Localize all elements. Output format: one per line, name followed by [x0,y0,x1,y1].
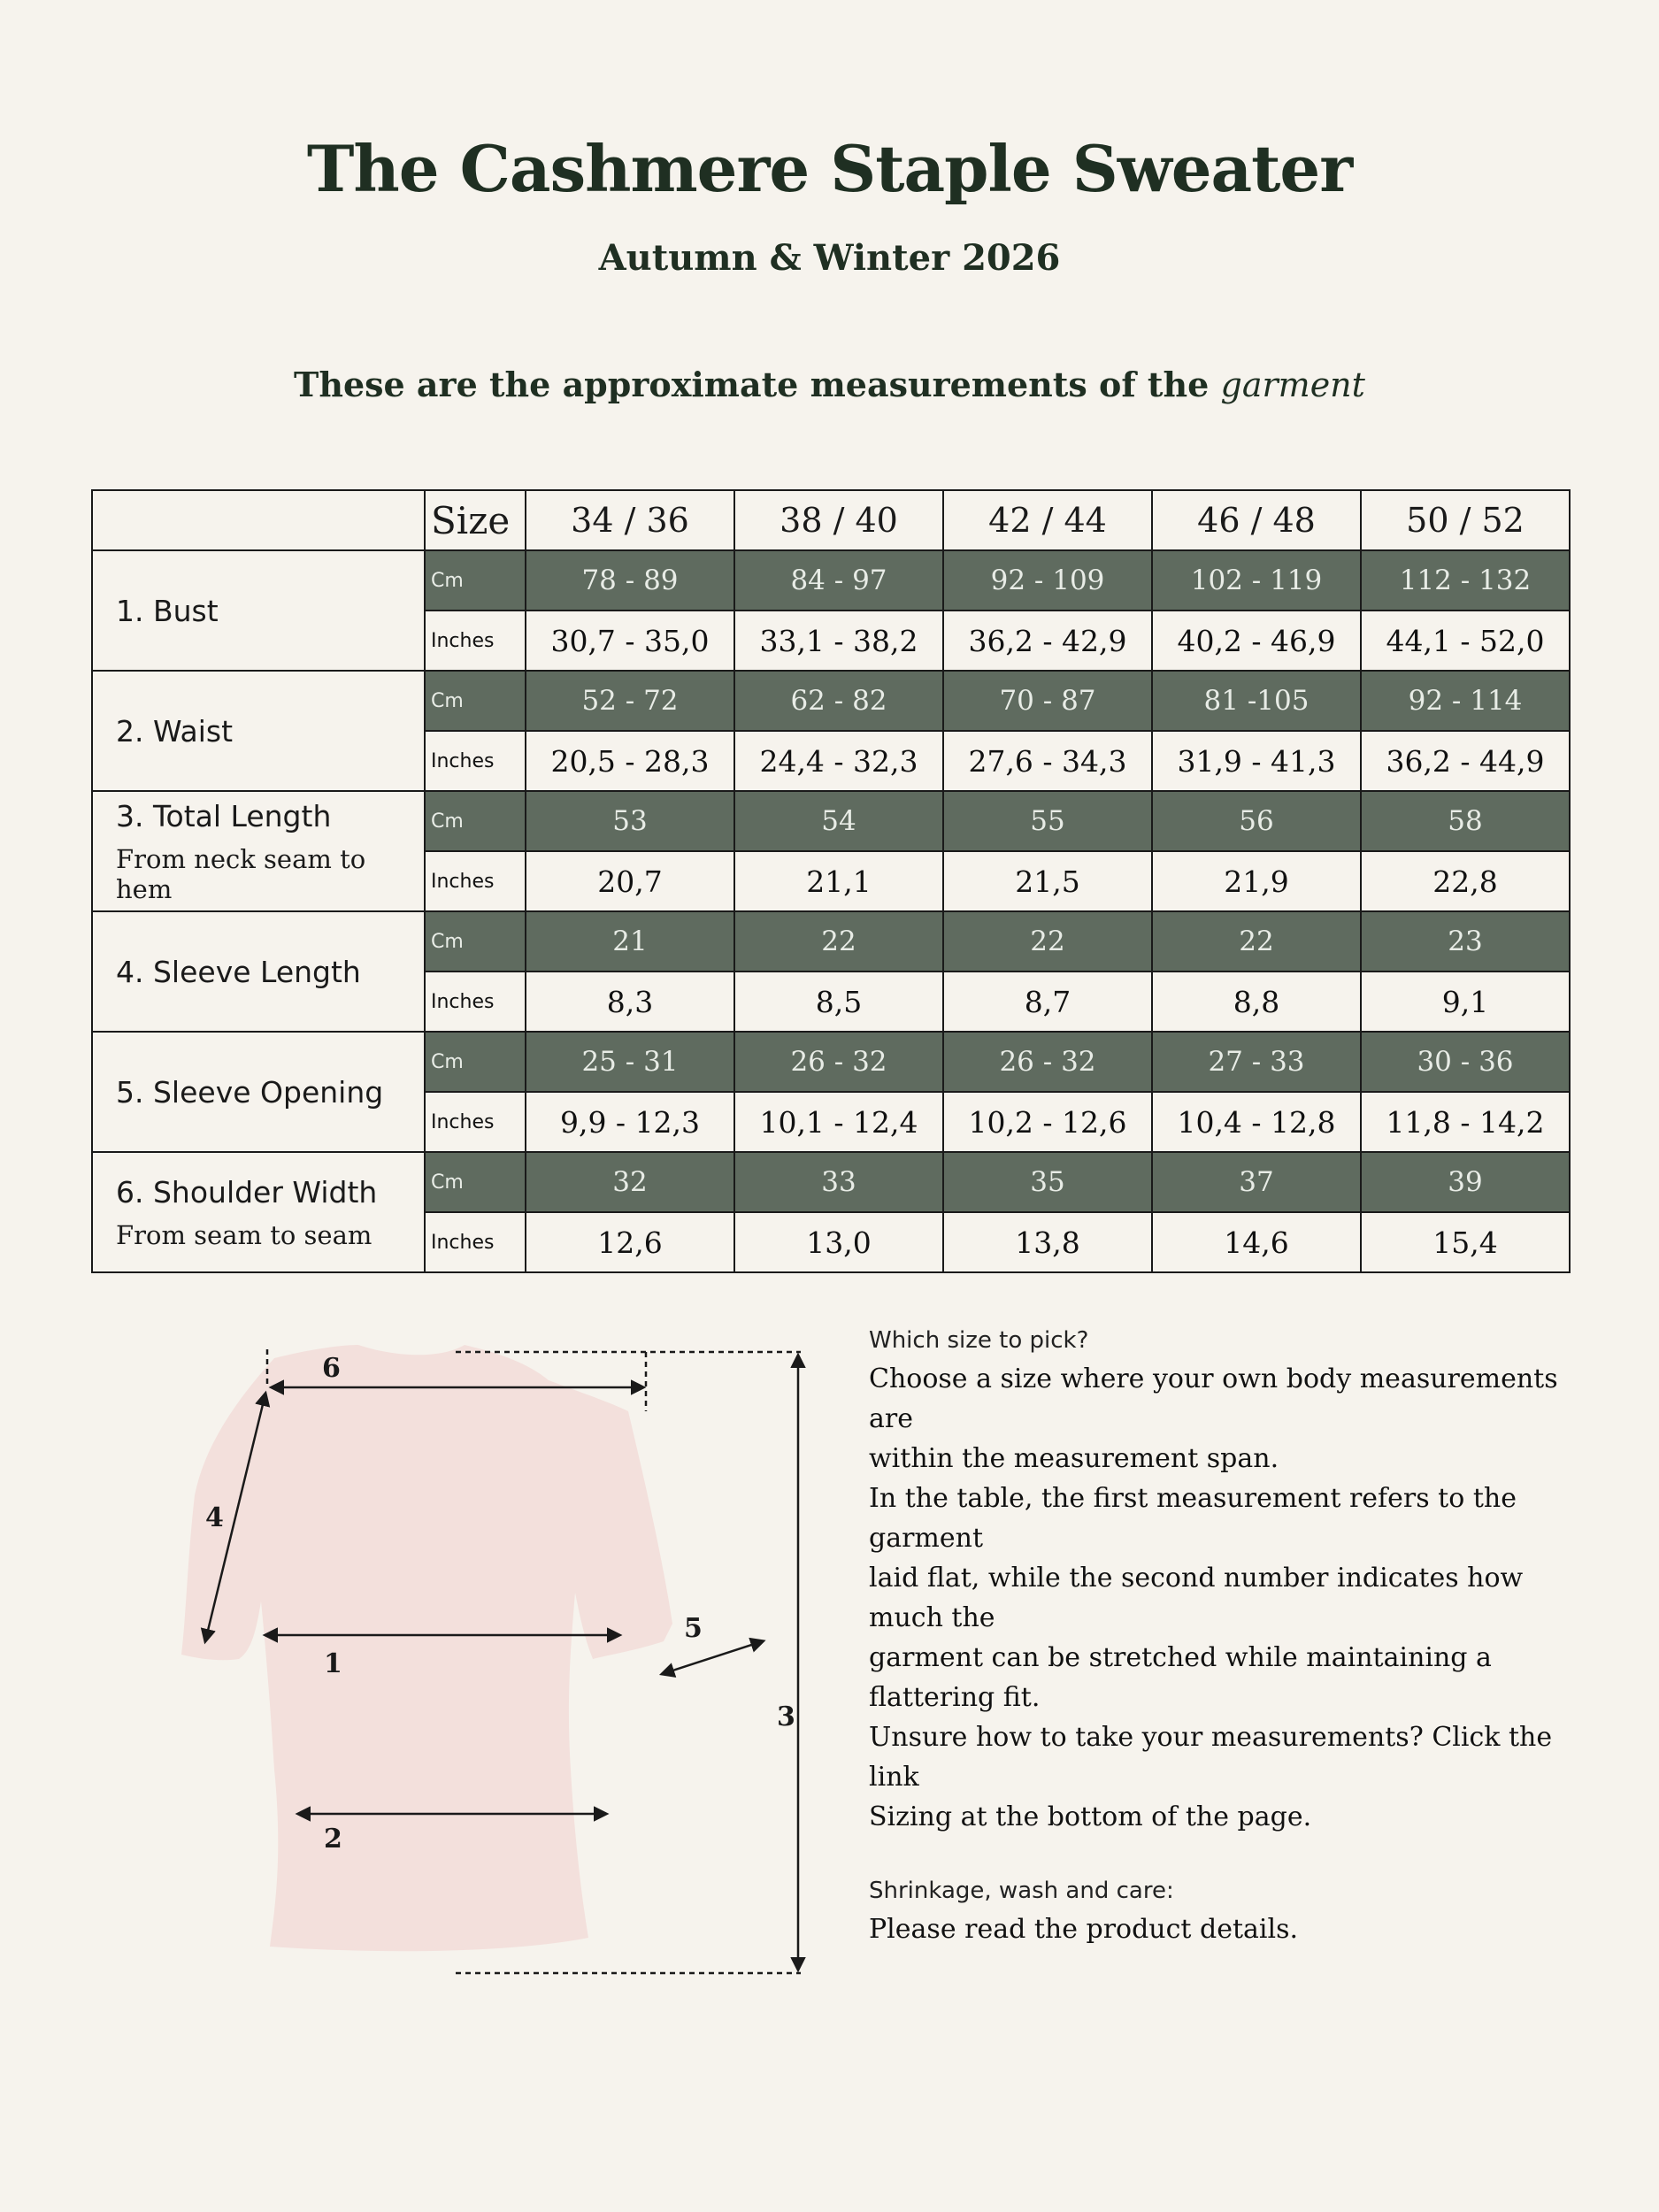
cm-value-cell: 22 [943,911,1152,972]
measure-name: 2. Waist [116,713,234,749]
inch-value-cell: 20,5 - 28,3 [526,731,734,791]
cm-value-cell: 56 [1152,791,1361,851]
cm-value-cell: 81 -105 [1152,671,1361,731]
unit-inches: Inches [425,1092,526,1152]
size-header: 42 / 44 [943,490,1152,550]
help-line: within the measurement span. [869,1443,1279,1474]
measure-row-cm [92,791,1570,851]
cm-value-cell: 25 - 31 [526,1032,734,1092]
size-header: 46 / 48 [1152,490,1361,550]
inch-value-cell: 36,2 - 44,9 [1361,731,1570,791]
cm-value-cell: 54 [734,791,943,851]
cm-value-cell: 58 [1361,791,1570,851]
intro-emphasis: garment [1220,365,1365,404]
unit-cm: Cm [425,911,526,972]
unit-inches: Inches [425,851,526,911]
unit-inches: Inches [425,1212,526,1272]
help-panel [869,1327,1577,1949]
inch-value-cell: 30,7 - 35,0 [526,611,734,671]
cm-value-cell: 55 [943,791,1152,851]
cm-value-cell: 102 - 119 [1152,550,1361,611]
inch-value-cell: 8,8 [1152,972,1361,1032]
inch-value-cell: 24,4 - 32,3 [734,731,943,791]
measure-name: 3. Total Length [116,798,332,833]
cm-value-cell: 92 - 109 [943,550,1152,611]
cm-value-cell: 30 - 36 [1361,1032,1570,1092]
unit-inches: Inches [425,731,526,791]
measure-name: 5. Sleeve Opening [116,1074,384,1110]
help-line: Sizing at the bottom of the page. [869,1801,1312,1832]
inch-value-cell: 11,8 - 14,2 [1361,1092,1570,1152]
label-1: 1 [324,1648,342,1679]
inch-value-cell: 44,1 - 52,0 [1361,611,1570,671]
inch-value-cell: 8,5 [734,972,943,1032]
cm-value-cell: 62 - 82 [734,671,943,731]
cm-value-cell: 53 [526,791,734,851]
cm-value-cell: 112 - 132 [1361,550,1570,611]
help-line: garment can be stretched while maintaining a flattering fit. [869,1642,1492,1713]
label-4: 4 [205,1502,224,1533]
measure-row-cm [92,550,1570,611]
inch-value-cell: 36,2 - 42,9 [943,611,1152,671]
inch-value-cell: 14,6 [1152,1212,1361,1272]
size-header-row [92,490,1570,550]
cm-value-cell: 23 [1361,911,1570,972]
page-subtitle: Autumn & Winter 2026 [598,237,1061,279]
inch-value-cell: 27,6 - 34,3 [943,731,1152,791]
inch-value-cell: 22,8 [1361,851,1570,911]
inch-value-cell: 8,7 [943,972,1152,1032]
inch-value-cell: 13,8 [943,1212,1152,1272]
label-3: 3 [777,1701,795,1732]
unit-cm: Cm [425,550,526,611]
unit-inches: Inches [425,611,526,671]
care-text: Please read the product details. [869,1914,1299,1945]
measure-subtext: From neck seam to hem [116,843,366,904]
cm-value-cell: 70 - 87 [943,671,1152,731]
measure-name-cell [92,911,425,1032]
measure-row-cm [92,671,1570,731]
inch-value-cell: 13,0 [734,1212,943,1272]
measure-name-cell [92,1152,425,1272]
cm-value-cell: 22 [1152,911,1361,972]
inch-value-cell: 8,3 [526,972,734,1032]
cm-value-cell: 52 - 72 [526,671,734,731]
help-line: laid flat, while the second number indicates how much the [869,1563,1524,1633]
size-table [91,489,1571,1273]
which-size-heading: Which size to pick? [869,1327,1089,1354]
label-2: 2 [324,1824,342,1855]
page-title: The Cashmere Staple Sweater [306,131,1353,206]
garment-diagram [168,1327,841,2000]
inch-value-cell: 21,1 [734,851,943,911]
label-5: 5 [684,1613,703,1644]
measure-row-cm [92,911,1570,972]
care-heading: Shrinkage, wash and care: [869,1878,1174,1904]
unit-cm: Cm [425,791,526,851]
measure-name-cell [92,1032,425,1152]
cm-value-cell: 27 - 33 [1152,1032,1361,1092]
measure-row-cm [92,1152,1570,1212]
cm-value-cell: 92 - 114 [1361,671,1570,731]
cm-value-cell: 78 - 89 [526,550,734,611]
help-line: In the table, the first measurement refers to the garment [869,1483,1517,1554]
measure-name-cell [92,550,425,671]
help-line: Choose a size where your own body measurements are [869,1363,1558,1434]
cm-value-cell: 22 [734,911,943,972]
inch-value-cell: 21,9 [1152,851,1361,911]
cm-value-cell: 39 [1361,1152,1570,1212]
inch-value-cell: 12,6 [526,1212,734,1272]
inch-value-cell: 9,1 [1361,972,1570,1032]
inch-value-cell: 21,5 [943,851,1152,911]
measure-name: 1. Bust [116,593,219,628]
cm-value-cell: 21 [526,911,734,972]
cm-value-cell: 37 [1152,1152,1361,1212]
measure-row-cm [92,1032,1570,1092]
unit-cm: Cm [425,671,526,731]
cm-value-cell: 35 [943,1152,1152,1212]
corner-cell [92,490,425,550]
inch-value-cell: 9,9 - 12,3 [526,1092,734,1152]
measure-name-cell [92,671,425,791]
measure-name-cell [92,791,425,911]
inch-value-cell: 15,4 [1361,1212,1570,1272]
cm-value-cell: 26 - 32 [734,1032,943,1092]
cm-value-cell: 32 [526,1152,734,1212]
inch-value-cell: 40,2 - 46,9 [1152,611,1361,671]
inch-value-cell: 10,1 - 12,4 [734,1092,943,1152]
measure-name: 4. Sleeve Length [116,954,361,989]
cm-value-cell: 26 - 32 [943,1032,1152,1092]
inch-value-cell: 33,1 - 38,2 [734,611,943,671]
unit-cm: Cm [425,1152,526,1212]
unit-inches: Inches [425,972,526,1032]
cm-value-cell: 33 [734,1152,943,1212]
size-header: 38 / 40 [734,490,943,550]
size-header: 50 / 52 [1361,490,1570,550]
unit-cm: Cm [425,1032,526,1092]
label-6: 6 [322,1353,341,1384]
inch-value-cell: 10,4 - 12,8 [1152,1092,1361,1152]
measure-name: 6. Shoulder Width [116,1174,378,1210]
measure-subtext: From seam to seam [116,1219,373,1250]
inch-value-cell: 10,2 - 12,6 [943,1092,1152,1152]
help-line: Unsure how to take your measurements? Click the link [869,1722,1553,1793]
inch-value-cell: 20,7 [526,851,734,911]
intro-text [0,365,1659,404]
inch-value-cell: 31,9 - 41,3 [1152,731,1361,791]
intro-main: These are the approximate measurements of the [294,365,1210,404]
size-label: Size [425,490,526,550]
size-header: 34 / 36 [526,490,734,550]
cm-value-cell: 84 - 97 [734,550,943,611]
arrow-sleeve-opening [662,1615,763,1701]
